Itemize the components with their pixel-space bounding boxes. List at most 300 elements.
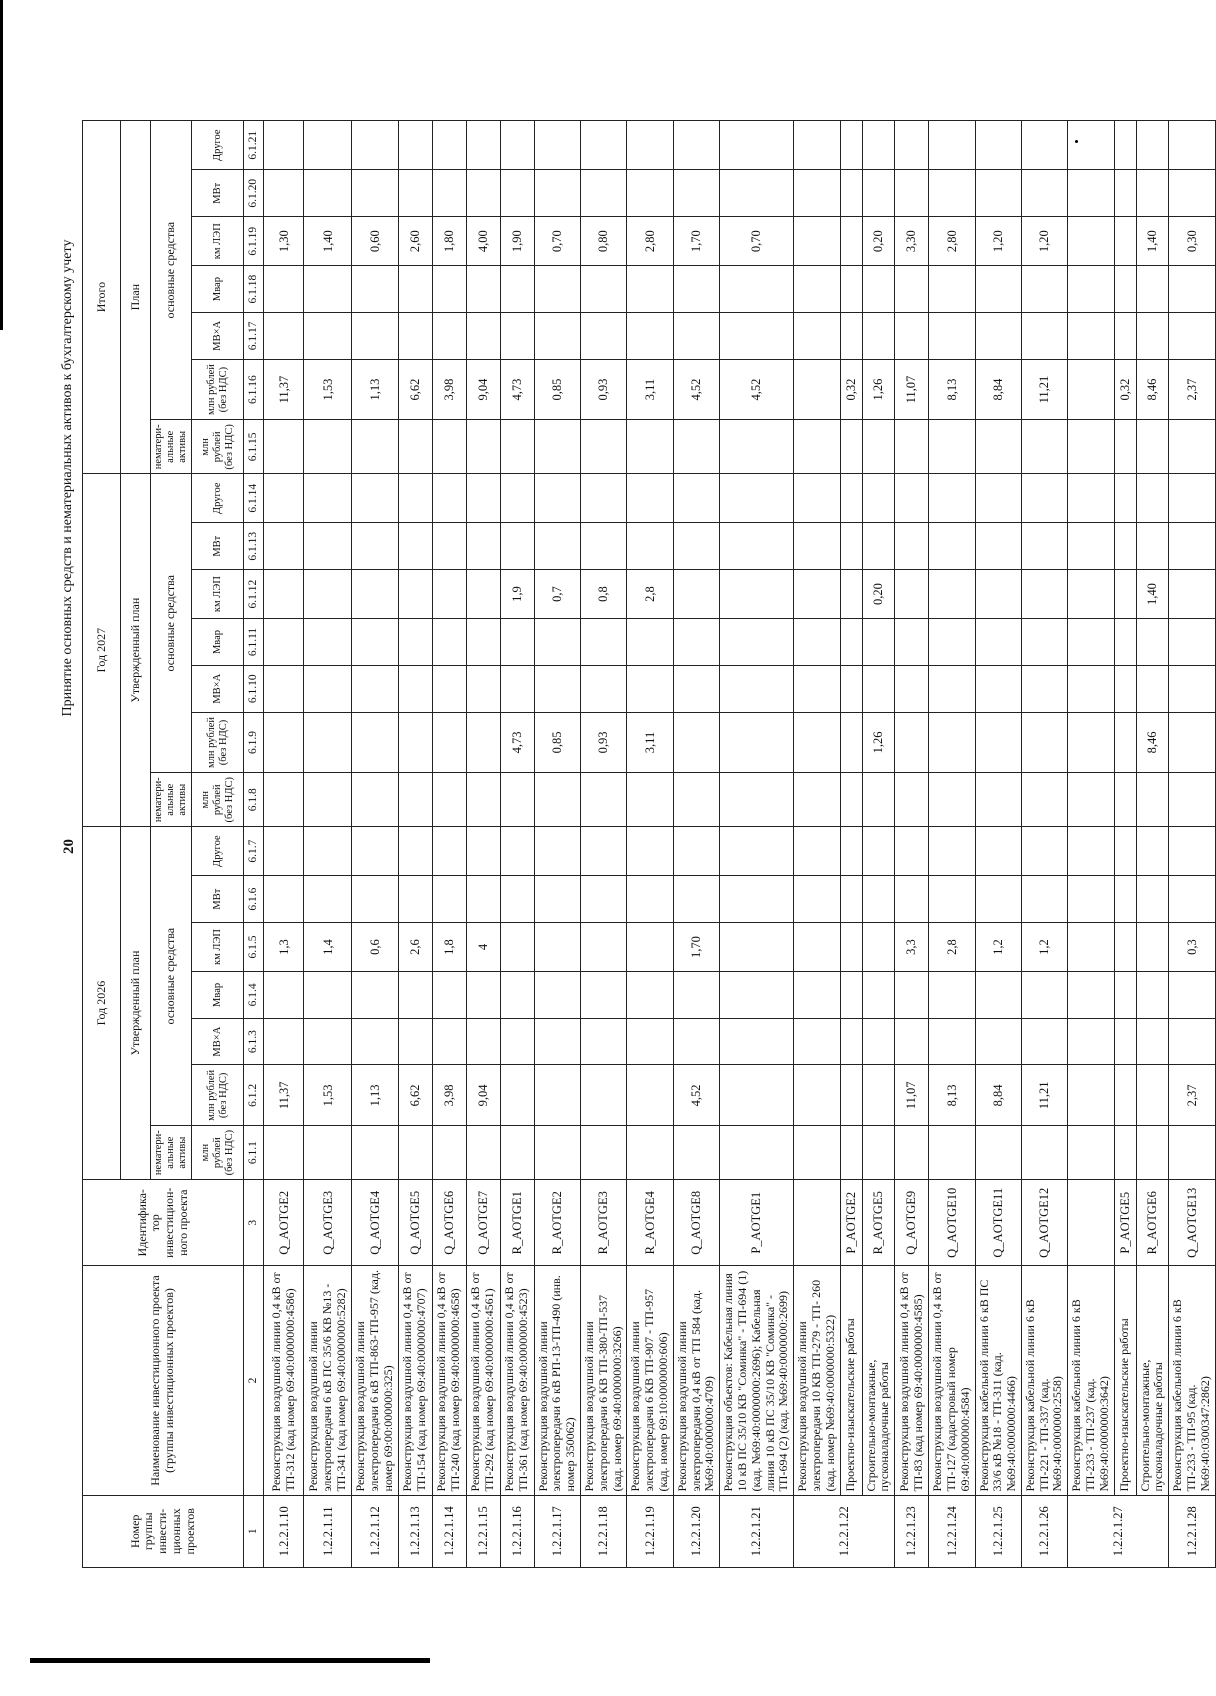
unit-header-mva: МВ×А: [192, 312, 244, 359]
value-cell: [352, 665, 398, 712]
value-cell: [264, 827, 304, 876]
value-cell: [840, 474, 862, 523]
value-cell: [432, 312, 466, 359]
value-cell: [534, 619, 580, 666]
table-row: [627, 121, 673, 1568]
value-cell: [1169, 312, 1215, 359]
value-cell: [500, 121, 534, 170]
value-cell: [720, 712, 794, 773]
value-cell: 0,8: [580, 570, 626, 619]
value-cell: [1114, 972, 1136, 1019]
value-cell: [264, 170, 304, 217]
value-cell: [398, 1018, 432, 1065]
value-cell: [1169, 523, 1215, 570]
value-cell: 1,4: [304, 922, 352, 971]
value-cell: [929, 570, 975, 619]
value-cell: [534, 266, 580, 313]
value-cell: [862, 1065, 895, 1126]
header-approved-plan-2026: Утвержденный план: [121, 827, 151, 1180]
value-cell: [673, 420, 719, 474]
value-cell: [1114, 619, 1136, 666]
project-id: P_AOTGE1: [720, 1180, 794, 1266]
value-cell: [627, 420, 673, 474]
project-id: [1068, 1180, 1114, 1266]
value-cell: [627, 876, 673, 923]
value-cell: [627, 1065, 673, 1126]
row-number: 1.2.2.1.26: [1021, 1495, 1067, 1567]
page-number: 20: [61, 839, 77, 854]
value-cell: [1136, 922, 1169, 971]
value-cell: [1021, 665, 1067, 712]
value-cell: [466, 121, 500, 170]
column-number: 6.1.8: [244, 773, 264, 827]
value-cell: 0,70: [534, 217, 580, 266]
value-cell: [398, 1126, 432, 1180]
value-cell: [1114, 217, 1136, 266]
rotated-table-sheet: [60, 120, 1212, 1568]
value-cell: [720, 922, 794, 971]
value-cell: [1114, 523, 1136, 570]
value-cell: 2,80: [627, 217, 673, 266]
value-cell: [1068, 420, 1114, 474]
value-cell: [1169, 773, 1215, 827]
value-cell: [398, 266, 432, 313]
value-cell: [1136, 523, 1169, 570]
value-cell: [862, 474, 895, 523]
project-id: Q_AOTGE10: [929, 1180, 975, 1266]
value-cell: [840, 619, 862, 666]
value-cell: [1068, 217, 1114, 266]
value-cell: [627, 474, 673, 523]
value-cell: [352, 619, 398, 666]
column-number: 6.1.15: [244, 420, 264, 474]
value-cell: [398, 170, 432, 217]
value-cell: [929, 121, 975, 170]
project-id: Q_AOTGE6: [432, 1180, 466, 1266]
project-id: Q_AOTGE4: [352, 1180, 398, 1266]
value-cell: [627, 121, 673, 170]
value-cell: [1068, 570, 1114, 619]
value-cell: [720, 170, 794, 217]
column-number: 6.1.7: [244, 827, 264, 876]
value-cell: [352, 474, 398, 523]
value-cell: [580, 312, 626, 359]
value-cell: [794, 619, 840, 666]
value-cell: [304, 1018, 352, 1065]
table-row-group: [1068, 121, 1114, 1568]
value-cell: [432, 570, 466, 619]
value-cell: [840, 312, 862, 359]
value-cell: [398, 121, 432, 170]
value-cell: [534, 773, 580, 827]
value-cell: [1169, 1018, 1215, 1065]
value-cell: [352, 1018, 398, 1065]
value-cell: [1068, 359, 1114, 420]
value-cell: 4,52: [720, 359, 794, 420]
value-cell: [673, 773, 719, 827]
value-cell: [352, 170, 398, 217]
value-cell: [673, 712, 719, 773]
value-cell: [352, 773, 398, 827]
value-cell: [929, 972, 975, 1019]
value-cell: [975, 665, 1021, 712]
value-cell: [1114, 876, 1136, 923]
value-cell: [720, 266, 794, 313]
value-cell: [895, 266, 929, 313]
value-cell: [1068, 876, 1114, 923]
value-cell: [673, 312, 719, 359]
value-cell: [1021, 420, 1067, 474]
table-row: [895, 121, 929, 1568]
value-cell: [534, 121, 580, 170]
row-number: 1.2.2.1.14: [432, 1495, 466, 1567]
value-cell: [398, 876, 432, 923]
value-cell: [1021, 312, 1067, 359]
value-cell: [627, 1018, 673, 1065]
value-cell: [264, 523, 304, 570]
value-cell: [720, 876, 794, 923]
value-cell: [500, 312, 534, 359]
value-cell: [1114, 1065, 1136, 1126]
value-cell: [840, 523, 862, 570]
table-subrow: [840, 121, 862, 1568]
value-cell: [1021, 1018, 1067, 1065]
value-cell: [862, 170, 895, 217]
column-number: 6.1.19: [244, 217, 264, 266]
column-number: 6.1.13: [244, 523, 264, 570]
project-id: Q_AOTGE7: [466, 1180, 500, 1266]
value-cell: [1169, 712, 1215, 773]
project-id: Q_AOTGE3: [304, 1180, 352, 1266]
value-cell: 4: [466, 922, 500, 971]
value-cell: [1114, 570, 1136, 619]
value-cell: [534, 420, 580, 474]
project-name: Реконструкция воздушной линии электропередачи 0,4 кВ от ТП 584 (кад.№69:40:0000000:4709): [673, 1266, 719, 1495]
column-number: 3: [244, 1180, 264, 1266]
value-cell: [1114, 420, 1136, 474]
value-cell: [500, 170, 534, 217]
value-cell: [862, 1126, 895, 1180]
value-cell: 9,04: [466, 1065, 500, 1126]
value-cell: [794, 312, 840, 359]
project-id: Q_AOTGE12: [1021, 1180, 1067, 1266]
unit-header-mw: МВт: [192, 523, 244, 570]
value-cell: 2,37: [1169, 1065, 1215, 1126]
value-cell: 1,80: [432, 217, 466, 266]
project-name: Реконструкция объектов: Кабельная линия 10 кВ ПС 35/10 КВ "Соминка" - ТП-694 (1) (кад. №69:40:0000000:2696); Кабельная линия 10 кВ ПС 35/10 КВ "Соминка" - ТП-694 (2) (кад. №69:40:0000000:2699): [720, 1266, 794, 1495]
value-cell: [432, 1018, 466, 1065]
value-cell: [500, 665, 534, 712]
value-cell: [304, 665, 352, 712]
value-cell: [304, 876, 352, 923]
value-cell: 11,37: [264, 1065, 304, 1126]
value-cell: 2,6: [398, 922, 432, 971]
value-cell: 0,20: [862, 570, 895, 619]
value-cell: [627, 523, 673, 570]
table-row: [580, 121, 626, 1568]
column-number: 6.1.3: [244, 1018, 264, 1065]
value-cell: [794, 712, 840, 773]
value-cell: [975, 170, 1021, 217]
value-cell: [1068, 665, 1114, 712]
value-cell: [1169, 266, 1215, 313]
project-id: R_AOTGE4: [627, 1180, 673, 1266]
table-row: [673, 121, 719, 1568]
value-cell: [500, 773, 534, 827]
value-cell: [1169, 1126, 1215, 1180]
value-cell: [500, 266, 534, 313]
value-cell: [500, 474, 534, 523]
value-cell: 1,26: [862, 712, 895, 773]
value-cell: 11,07: [895, 359, 929, 420]
value-cell: [352, 121, 398, 170]
value-cell: 4,73: [500, 712, 534, 773]
value-cell: [352, 266, 398, 313]
unit-header-mln-rub: млн рублей (без НДС): [192, 1126, 244, 1180]
value-cell: [534, 922, 580, 971]
column-number: 6.1.10: [244, 665, 264, 712]
project-id: Q_AOTGE13: [1169, 1180, 1215, 1266]
value-cell: 4,52: [673, 1065, 719, 1126]
value-cell: [975, 876, 1021, 923]
value-cell: 11,07: [895, 1065, 929, 1126]
unit-header-mvar: Мвар: [192, 619, 244, 666]
value-cell: [432, 420, 466, 474]
column-number: 1: [244, 1495, 264, 1567]
value-cell: [929, 712, 975, 773]
value-cell: [466, 972, 500, 1019]
value-cell: [895, 712, 929, 773]
value-cell: [264, 712, 304, 773]
unit-header-km-lep: км ЛЭП: [192, 570, 244, 619]
value-cell: 1,20: [975, 217, 1021, 266]
value-cell: [304, 1126, 352, 1180]
value-cell: [673, 972, 719, 1019]
value-cell: 3,98: [432, 1065, 466, 1126]
value-cell: [1068, 170, 1114, 217]
value-cell: [264, 266, 304, 313]
value-cell: [895, 570, 929, 619]
value-cell: [580, 665, 626, 712]
value-cell: [432, 773, 466, 827]
investment-table: [82, 120, 1216, 1568]
table-row: [432, 121, 466, 1568]
value-cell: [929, 619, 975, 666]
value-cell: [432, 665, 466, 712]
row-number: 1.2.2.1.27: [1068, 1495, 1169, 1567]
value-cell: [466, 420, 500, 474]
header-project-name: Наименование инвестиционного проекта (группы инвестиционных проектов): [83, 1266, 244, 1495]
value-cell: [1068, 827, 1114, 876]
project-id: Q_AOTGE2: [264, 1180, 304, 1266]
value-cell: [862, 827, 895, 876]
value-cell: [862, 266, 895, 313]
value-cell: [673, 665, 719, 712]
column-number-row: [244, 121, 264, 1568]
value-cell: [720, 523, 794, 570]
value-cell: 1,30: [264, 217, 304, 266]
value-cell: [1021, 170, 1067, 217]
value-cell: [929, 827, 975, 876]
value-cell: [975, 570, 1021, 619]
value-cell: [794, 420, 840, 474]
value-cell: 1,40: [1136, 217, 1169, 266]
value-cell: [466, 665, 500, 712]
table-row: [975, 121, 1021, 1568]
value-cell: [264, 619, 304, 666]
value-cell: [1169, 827, 1215, 876]
value-cell: [1068, 619, 1114, 666]
value-cell: [895, 420, 929, 474]
value-cell: [580, 170, 626, 217]
value-cell: [264, 773, 304, 827]
value-cell: [432, 474, 466, 523]
value-cell: [1169, 121, 1215, 170]
value-cell: [627, 266, 673, 313]
row-number: 1.2.2.1.24: [929, 1495, 975, 1567]
value-cell: [264, 665, 304, 712]
value-cell: [398, 420, 432, 474]
value-cell: 8,46: [1136, 359, 1169, 420]
unit-header-mw: МВт: [192, 170, 244, 217]
unit-header-km-lep: км ЛЭП: [192, 217, 244, 266]
value-cell: [1068, 1018, 1114, 1065]
value-cell: [1114, 712, 1136, 773]
subwork-name: Проектно-изыскательские работы: [840, 1266, 862, 1495]
project-name: Реконструкция воздушной линии электропередачи 6 КВ ТП-907 - ТП-957 (кад. номер 69:10:0000000:606): [627, 1266, 673, 1495]
value-cell: [673, 474, 719, 523]
subwork-name: Строительно-монтажные, пусконаладочные работы: [862, 1266, 895, 1495]
table-row: [398, 121, 432, 1568]
value-cell: [862, 619, 895, 666]
value-cell: 0,30: [1169, 217, 1215, 266]
header-intangible-2027: нематери-альные активы: [151, 773, 192, 827]
value-cell: [580, 1065, 626, 1126]
value-cell: [840, 827, 862, 876]
value-cell: [466, 827, 500, 876]
value-cell: [580, 266, 626, 313]
value-cell: [534, 312, 580, 359]
value-cell: 2,8: [929, 922, 975, 971]
column-number: 6.1.6: [244, 876, 264, 923]
value-cell: 8,46: [1136, 712, 1169, 773]
value-cell: 1,53: [304, 359, 352, 420]
value-cell: 2,37: [1169, 359, 1215, 420]
value-cell: [1114, 121, 1136, 170]
value-cell: [1021, 827, 1067, 876]
value-cell: 2,80: [929, 217, 975, 266]
value-cell: [1114, 474, 1136, 523]
project-name: Реконструкция воздушной линии 0,4 кВ от ТП-127 (кадастровый номер 69:40:0000000:4584): [929, 1266, 975, 1495]
value-cell: [929, 773, 975, 827]
value-cell: [264, 121, 304, 170]
unit-header-mw: МВт: [192, 876, 244, 923]
value-cell: [929, 523, 975, 570]
row-number: 1.2.2.1.16: [500, 1495, 534, 1567]
value-cell: [304, 474, 352, 523]
value-cell: [1136, 474, 1169, 523]
value-cell: [673, 266, 719, 313]
value-cell: [304, 266, 352, 313]
value-cell: [1136, 972, 1169, 1019]
value-cell: [840, 972, 862, 1019]
value-cell: [304, 773, 352, 827]
value-cell: [534, 1065, 580, 1126]
value-cell: [627, 1126, 673, 1180]
header-fixed-assets-2026: основные средства: [151, 827, 192, 1126]
table-row: [929, 121, 975, 1568]
project-name: Реконструкция воздушной линии электропередачи 6 КВ ТП-380-ТП-537 (кад. номер 69:40:0000000:3266): [580, 1266, 626, 1495]
scan-edge-mark: [0, 0, 3, 330]
table-row: [264, 121, 304, 1568]
value-cell: 1,70: [673, 217, 719, 266]
value-cell: 1,2: [1021, 922, 1067, 971]
column-number: 6.1.14: [244, 474, 264, 523]
value-cell: [1068, 312, 1114, 359]
value-cell: 0,85: [534, 359, 580, 420]
project-id: [794, 1180, 840, 1266]
unit-header-other: Другое: [192, 121, 244, 170]
value-cell: [304, 712, 352, 773]
value-cell: [840, 420, 862, 474]
value-cell: 4,73: [500, 359, 534, 420]
value-cell: [862, 876, 895, 923]
value-cell: [673, 1126, 719, 1180]
value-cell: 6,62: [398, 359, 432, 420]
value-cell: [352, 312, 398, 359]
value-cell: 1,40: [304, 217, 352, 266]
value-cell: [1169, 665, 1215, 712]
project-id: P_AOTGE5: [1114, 1180, 1136, 1266]
value-cell: [895, 972, 929, 1019]
value-cell: [720, 665, 794, 712]
value-cell: 3,3: [895, 922, 929, 971]
value-cell: [627, 312, 673, 359]
value-cell: [1021, 712, 1067, 773]
value-cell: [1021, 523, 1067, 570]
value-cell: [1021, 619, 1067, 666]
unit-header-mln-rub: млн рублей (без НДС): [192, 773, 244, 827]
value-cell: [466, 474, 500, 523]
value-cell: [580, 121, 626, 170]
value-cell: [534, 474, 580, 523]
value-cell: [432, 972, 466, 1019]
value-cell: [975, 773, 1021, 827]
project-name: Реконструкция воздушной линии 0,4 кВ от ТП-240 (кад номер 69:40:0000000:4658): [432, 1266, 466, 1495]
value-cell: [862, 922, 895, 971]
row-number: 1.2.2.1.20: [673, 1495, 719, 1567]
value-cell: [840, 712, 862, 773]
value-cell: [720, 827, 794, 876]
value-cell: [304, 121, 352, 170]
value-cell: [840, 665, 862, 712]
value-cell: [500, 1065, 534, 1126]
value-cell: [580, 773, 626, 827]
value-cell: [1021, 121, 1067, 170]
value-cell: [673, 170, 719, 217]
header-approved-plan-2027: Утвержденный план: [121, 474, 151, 827]
value-cell: [895, 1018, 929, 1065]
value-cell: [794, 1065, 840, 1126]
value-cell: [466, 712, 500, 773]
value-cell: [720, 1018, 794, 1065]
value-cell: 4,00: [466, 217, 500, 266]
value-cell: 1,26: [862, 359, 895, 420]
value-cell: [794, 170, 840, 217]
value-cell: [673, 121, 719, 170]
value-cell: [500, 1126, 534, 1180]
value-cell: [264, 570, 304, 619]
